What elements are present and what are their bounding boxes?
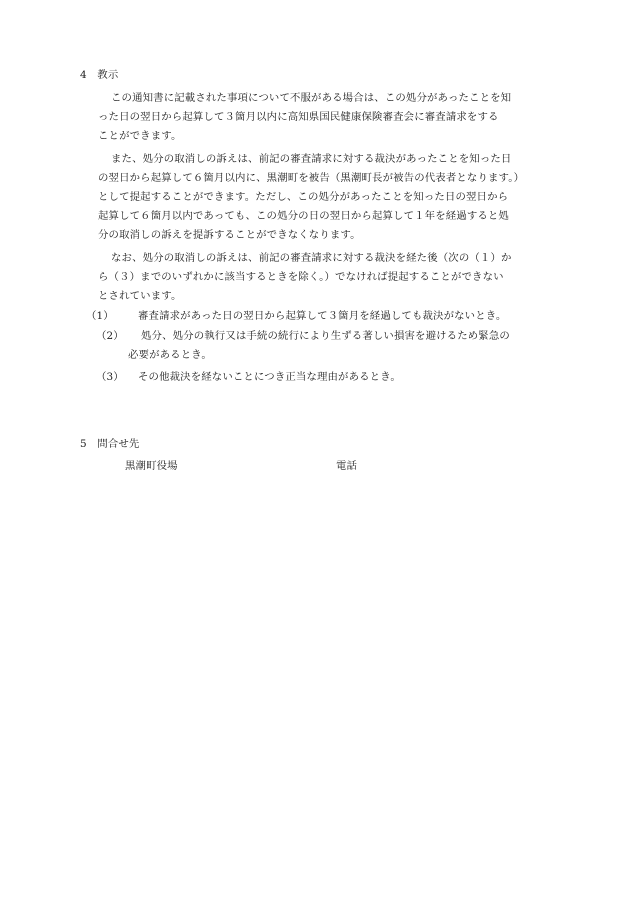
paragraph-line: また、処分の取消しの訴えは、前記の審査請求に対する裁決があったことを知った日 — [111, 153, 512, 165]
paragraph-line: った日の翌日から起算して３箇月以内に高知県国民健康保険審査会に審査請求をする — [98, 111, 499, 123]
paragraph-line: なお、処分の取消しの訴えは、前記の審査請求に対する裁決を経た後（次の（１）か — [111, 252, 512, 264]
section-5-heading: 5 問合せ先 — [80, 438, 140, 450]
list-item-number: （2） — [96, 330, 124, 342]
list-item-number: （3） — [96, 371, 124, 383]
paragraph-line: とされています。 — [98, 290, 182, 302]
contact-office: 黒潮町役場 — [125, 460, 178, 472]
paragraph-line: ら（３）までのいずれかに該当するときを除く。）でなければ提起することができない — [98, 271, 504, 283]
paragraph-line: 分の取消しの訴えを提訴することができなくなります。 — [98, 229, 361, 241]
list-item-text: その他裁決を経ないことにつき正当な理由があるとき。 — [138, 371, 401, 383]
section-4-heading: 4 教示 — [80, 69, 119, 81]
list-item-number: （1） — [86, 310, 114, 322]
list-item-text: 審査請求があった日の翌日から起算して３箇月を経過しても裁決がないとき。 — [138, 310, 507, 322]
paragraph-line: の翌日から起算して６箇月以内に、黒潮町を被告（黒潮町長が被告の代表者となります。） — [98, 172, 525, 184]
paragraph-line: として提起することができます。ただし、この処分があったことを知った日の翌日から — [98, 191, 509, 203]
list-item-continuation: 必要があるとき。 — [128, 349, 212, 361]
contact-phone-label: 電話 — [336, 460, 358, 472]
list-item-text: 処分、処分の執行又は手続の続行により生ずる著しい損害を避けるため緊急の — [141, 330, 510, 342]
paragraph-line: 起算して６箇月以内であっても、この処分の日の翌日から起算して１年を経過すると処 — [98, 210, 509, 222]
paragraph-line: この通知書に記載された事項について不服がある場合は、この処分があったことを知 — [111, 92, 512, 104]
paragraph-line: ことができます。 — [98, 130, 182, 142]
